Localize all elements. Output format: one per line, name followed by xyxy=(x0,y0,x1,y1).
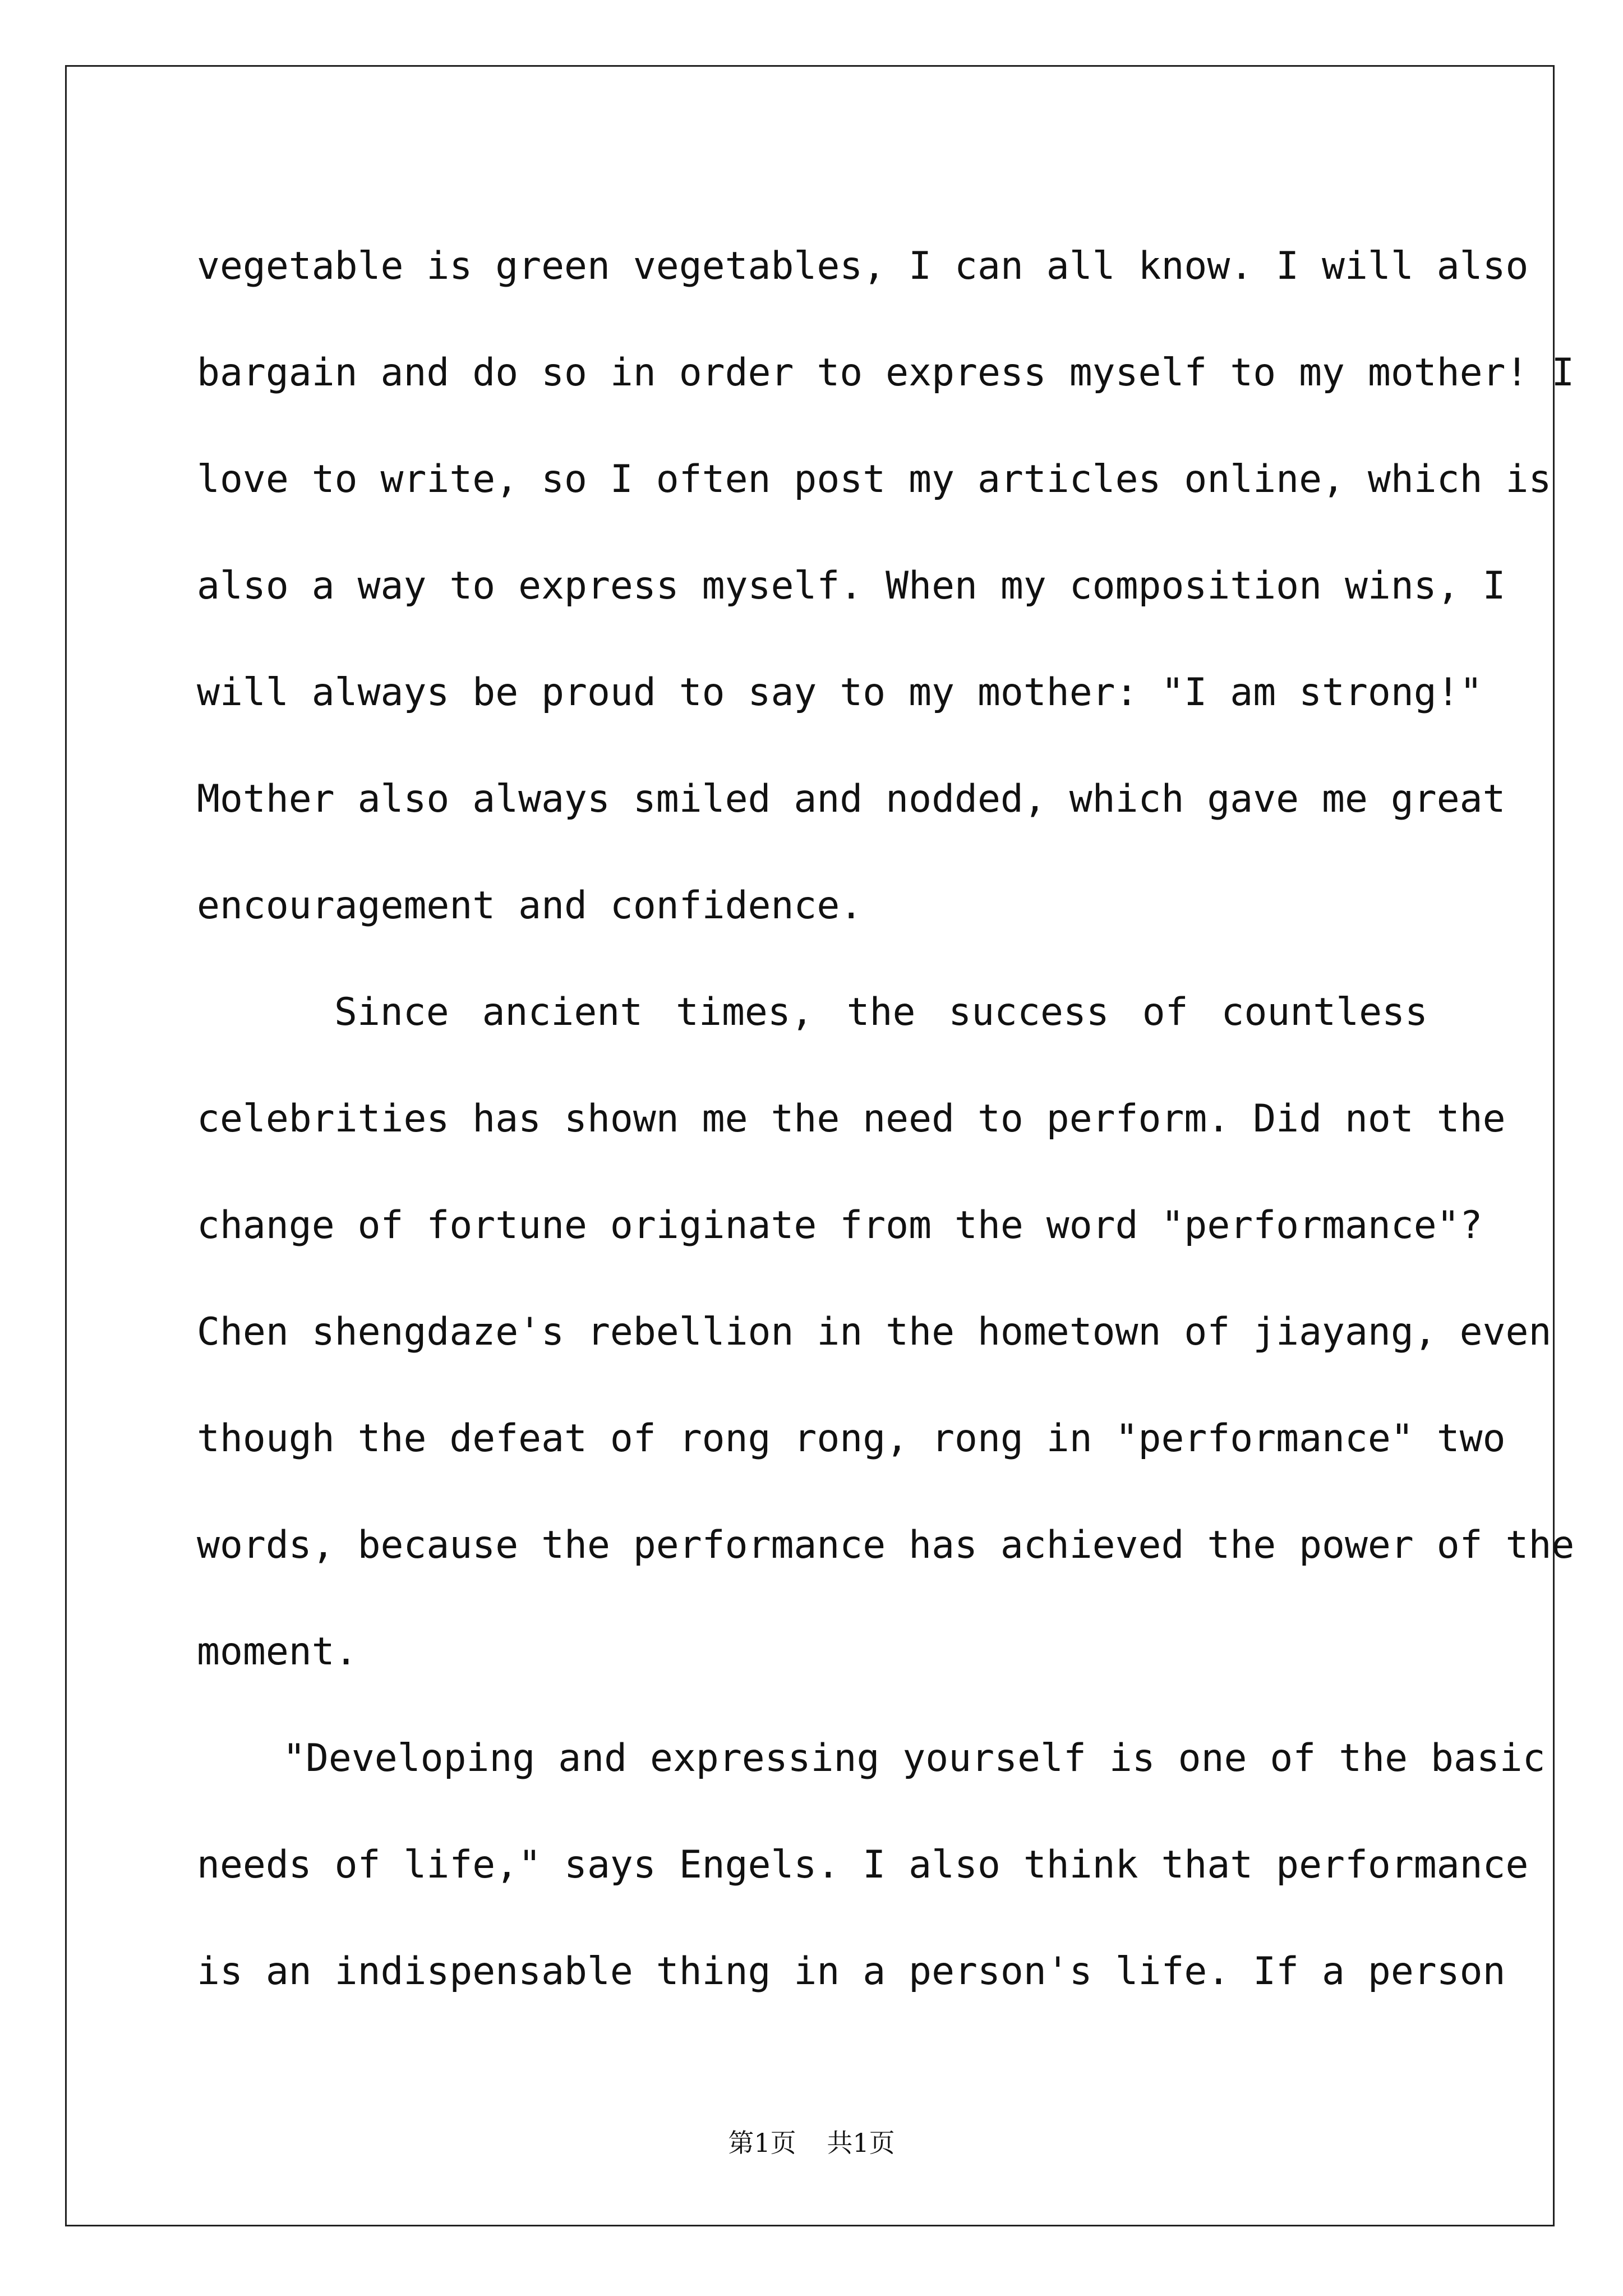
text-line: "Developing and expressing yourself is one of the basic xyxy=(283,1736,1546,1780)
page-number: 第1页 xyxy=(728,2128,796,2158)
text-line: Chen shengdaze's rebellion in the hometown of jiayang, even xyxy=(197,1310,1552,1354)
text-line: vegetable is green vegetables, I can all know. I will also xyxy=(197,244,1529,288)
text-line: celebrities has shown me the need to perform. Did not the xyxy=(197,1097,1506,1141)
text-line: also a way to express myself. When my composition wins, I xyxy=(197,564,1506,608)
text-line: Since ancient times, the success of countless xyxy=(334,990,1428,1034)
text-line: is an indispensable thing in a person's life. If a person xyxy=(197,1949,1506,1994)
text-line: moment. xyxy=(197,1630,358,1674)
text-line: bargain and do so in order to express myself to my mother! I xyxy=(197,351,1575,395)
text-line: will always be proud to say to my mother: "I am strong!" xyxy=(197,670,1483,715)
text-line: Mother also always smiled and nodded, which gave me great xyxy=(197,777,1506,821)
text-line: words, because the performance has achieved the power of the xyxy=(197,1523,1575,1567)
text-line: love to write, so I often post my articles online, which is xyxy=(197,457,1552,501)
text-line: though the defeat of rong rong, rong in "performance" two xyxy=(197,1416,1506,1461)
text-line: change of fortune originate from the word "performance"? xyxy=(197,1203,1483,1248)
text-line: encouragement and confidence. xyxy=(197,884,863,928)
page-total: 共1页 xyxy=(827,2128,895,2158)
page-footer xyxy=(0,2126,1623,2160)
text-line: needs of life," says Engels. I also think that performance xyxy=(197,1843,1529,1887)
document-body xyxy=(197,213,1575,2025)
